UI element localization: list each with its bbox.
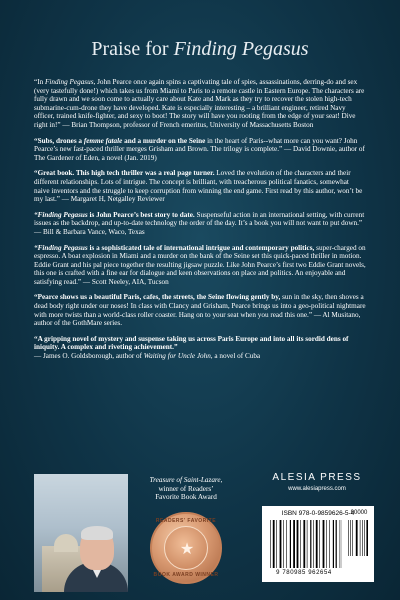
page-title [0,38,400,61]
barcode-bar [307,520,308,568]
award-line-2: winner of Readers’ [158,484,214,493]
praise-quotes [34,78,366,368]
barcode-bar [276,520,277,568]
heading-book-title: Finding Pegasus [173,38,309,60]
praise-quote [34,169,366,203]
quote-text: a novel of Cuba [212,352,261,361]
praise-quote [34,211,366,237]
barcode-bar [326,520,327,568]
quote-text: Suspenseful action in an international setting, with current issues as the backdrop, and up-to-date technology the order of the day. It’s a book you will not want to put down.” — Bill & Barbara Vance, Waco, Texas [34,210,365,236]
bottom-section [0,462,400,600]
barcode-bar [283,520,284,568]
barcode-bar [280,520,282,568]
barcode-bar [316,520,318,568]
barcode-bar [273,520,275,568]
barcode-bar [297,520,299,568]
award-line-3: Favorite Book Award [155,493,217,502]
quote-text: — James O. Goldsborough, author of [34,352,144,361]
quote-text: “Subs, drones a [34,136,84,145]
quote-text: Finding Pegasus [44,78,94,86]
barcode-bar [310,520,311,568]
barcode-bar [364,520,365,556]
barcode-bar [333,520,334,568]
heading-prefix: Praise for [91,38,174,60]
quote-text: super-charged on espresso. A boat explosion in Miami and a murder on the bank of the Seine set this quick-paced thriller in motion. Eddie Grant and his pal piece together the resulting jigsaw puzzle. Like John Pearce’s first two Eddie Grant novels, this one is crafted with a fine ear for dialogue and keen observations on place and politics. An enjoyable and satisfying read.” — Scott Neeley, AIA, Tucson [34,243,366,286]
barcode-bar [323,520,325,568]
publisher-name: ALESIA PRESS [272,472,362,483]
barcode-bar [329,520,330,568]
quote-text: “A gripping novel of mystery and suspense taking us across Paris Europe and into all its sordid dens of iniquity. A complex and riveting achievement.” [34,334,349,352]
barcode-bar [362,520,363,556]
isbn-text: ISBN 978-0-9859626-5-4 [281,510,355,517]
quote-text: “Finding Pegasus [34,243,88,252]
barcode-bar [286,520,287,568]
quote-text: Loved the evolution of the characters and their different relationships. Lots of intrigue. The concept is brilliant, with treacherous political fanatics, somewhat naive inventors and the struggle to keep corruption from winning the end game. First read by this author, won’t be my last.” — Margaret H, Netgalley Reviewer [34,169,363,204]
praise-quote [34,137,366,163]
quote-text: “Pearce shows us a beautiful Paris, cafes, the streets, the Seine flowing gently by, [34,293,281,302]
medal-bottom-text: BOOK AWARD WINNER [153,572,219,578]
barcode-bar [350,520,351,556]
quote-text: , John Pearce once again spins a captivating tale of spies, assassinations, derring-do and sex (very tastefully done!) which takes us from Miami to Paris to a remote castle in Eastern Europe. The characters are fully drawn and we soon come to actually care about Kate and Mark as they try to recover the stolen high-tech submarine-cum-drone they have developed. Kate is especially interesting – a brilliant engineer, retired Navy officer, trained knife-fighter, and sexy to boot! The story will have you rooting from the edge of your seat! Dive right in!” — Brian Thompson, professor of French emeritus, University of Massachusetts Boston [34,78,365,129]
quote-text: is a sophisticated tale of international intrigue and contemporary politics, [87,243,315,252]
barcode-bar [270,520,271,568]
barcode-ean-number: 9 780985 962654 [276,570,332,576]
award-book-title: Treasure of Saint-Lazare, [149,476,223,484]
quote-text: is John Pearce’s best story to date. [87,210,195,219]
barcode-bar [348,520,349,556]
publisher-block [262,472,372,492]
quote-text: in the heart of Paris--what more can you want? John Pearce’s new fast-paced thriller merges Grisham and Brown. The trilogy is complete.” — David Downie, author of The Gardener of Eden, a novel (Jan. 2019) [34,136,365,162]
barcode-bar [319,520,320,568]
barcode-bar [366,520,368,556]
award-medal-icon: READERS' FAVORITE ★ BOOK AWARD WINNER [150,512,222,584]
barcode-addon-bars [348,520,368,556]
medal-top-text: READERS' FAVORITE [155,518,217,524]
barcode-bar [293,520,295,568]
praise-quote [34,335,366,361]
award-caption [138,476,234,502]
barcode-bar [360,520,361,556]
barcode-bar [336,520,337,568]
quote-text: femme fatale [83,136,123,145]
barcode-bar [303,520,305,568]
barcode-bar [313,520,314,568]
quote-text: sun in the sky, then shoves a dead body right under our noses! In class with Clancy and Grisham, Pearce brings us into a geo-political nightmare with more twists than a world-class roller coaster. Hang on to your seat when you read this one.” — Al Musitano, author of the GothMare series. [34,293,366,328]
publisher-url: www.alesiapress.com [288,486,346,492]
quote-text: Waiting for Uncle John, [143,352,213,361]
barcode-bars [270,520,342,568]
author-photo [34,474,128,592]
barcode-addon-number: 90000 [350,510,368,516]
barcode-bar [300,520,301,568]
praise-quote [34,244,366,287]
barcode-bar [340,520,341,568]
praise-quote [34,78,366,130]
barcode-bar [352,520,353,556]
barcode-bar [290,520,291,568]
barcode-bar [356,520,358,556]
quote-text: “Finding Pegasus [34,210,88,219]
praise-quote [34,293,366,327]
barcode [262,506,374,582]
quote-text: “In [34,78,45,86]
quote-text: “Great book. This high tech thriller was a real page turner. [34,169,215,178]
quote-text: and a murder on the Seine [122,136,206,145]
